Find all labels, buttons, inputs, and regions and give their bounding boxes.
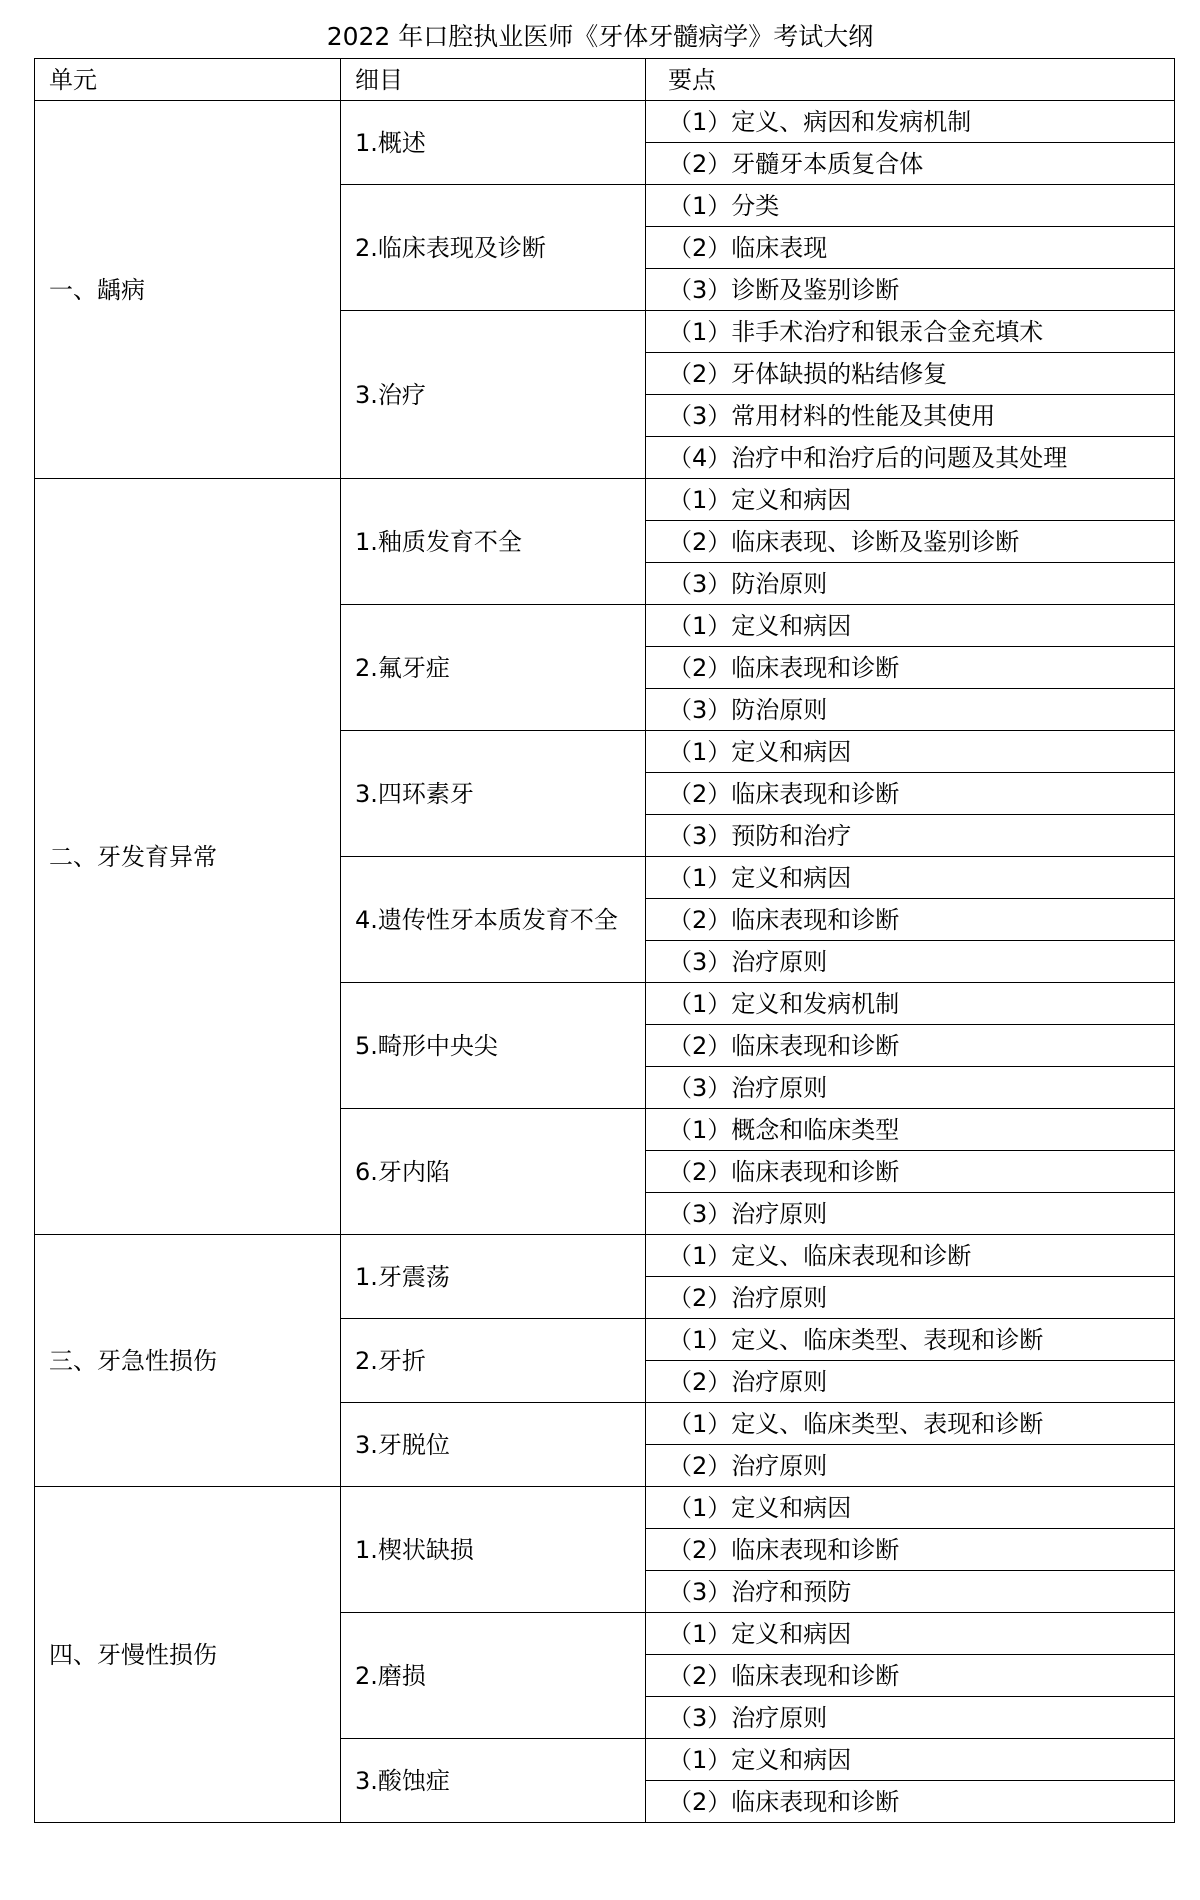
header-unit: 单元 <box>35 59 341 101</box>
point-cell: （2）牙体缺损的粘结修复 <box>646 353 1175 395</box>
table-header-row <box>35 59 1175 101</box>
point-cell: （1）定义和病因 <box>646 1739 1175 1781</box>
item-cell: 2.磨损 <box>341 1613 646 1739</box>
item-cell: 3.酸蚀症 <box>341 1739 646 1823</box>
point-cell: （2）临床表现和诊断 <box>646 1025 1175 1067</box>
header-point: 要点 <box>646 59 1175 101</box>
point-cell: （3）治疗原则 <box>646 941 1175 983</box>
item-cell: 1.概述 <box>341 101 646 185</box>
point-cell: （2）临床表现和诊断 <box>646 1781 1175 1823</box>
point-cell: （1）定义、临床类型、表现和诊断 <box>646 1319 1175 1361</box>
table-row <box>35 1487 1175 1529</box>
point-cell: （3）防治原则 <box>646 563 1175 605</box>
item-cell: 3.治疗 <box>341 311 646 479</box>
item-cell: 2.临床表现及诊断 <box>341 185 646 311</box>
point-cell: （2）临床表现和诊断 <box>646 899 1175 941</box>
point-cell: （1）定义和病因 <box>646 479 1175 521</box>
point-cell: （1）概念和临床类型 <box>646 1109 1175 1151</box>
point-cell: （2）临床表现和诊断 <box>646 1529 1175 1571</box>
point-cell: （1）非手术治疗和银汞合金充填术 <box>646 311 1175 353</box>
item-cell: 4.遗传性牙本质发育不全 <box>341 857 646 983</box>
point-cell: （2）治疗原则 <box>646 1361 1175 1403</box>
point-cell: （2）治疗原则 <box>646 1277 1175 1319</box>
document-title: 2022 年口腔执业医师《牙体牙髓病学》考试大纲 <box>326 22 874 51</box>
point-cell: （1）定义和病因 <box>646 731 1175 773</box>
unit-cell: 二、牙发育异常 <box>35 479 341 1235</box>
item-cell: 1.釉质发育不全 <box>341 479 646 605</box>
point-cell: （3）治疗原则 <box>646 1067 1175 1109</box>
point-cell: （2）牙髓牙本质复合体 <box>646 143 1175 185</box>
point-cell: （3）防治原则 <box>646 689 1175 731</box>
header-item: 细目 <box>341 59 646 101</box>
point-cell: （3）预防和治疗 <box>646 815 1175 857</box>
item-cell: 1.牙震荡 <box>341 1235 646 1319</box>
point-cell: （2）临床表现和诊断 <box>646 1151 1175 1193</box>
unit-cell: 三、牙急性损伤 <box>35 1235 341 1487</box>
point-cell: （1）定义、临床表现和诊断 <box>646 1235 1175 1277</box>
point-cell: （3）治疗原则 <box>646 1193 1175 1235</box>
point-cell: （3）治疗原则 <box>646 1697 1175 1739</box>
point-cell: （3）诊断及鉴别诊断 <box>646 269 1175 311</box>
point-cell: （1）定义和发病机制 <box>646 983 1175 1025</box>
item-cell: 5.畸形中央尖 <box>341 983 646 1109</box>
point-cell: （2）临床表现 <box>646 227 1175 269</box>
point-cell: （1）定义和病因 <box>646 857 1175 899</box>
item-cell: 3.牙脱位 <box>341 1403 646 1487</box>
table-row <box>35 479 1175 521</box>
point-cell: （1）定义、临床类型、表现和诊断 <box>646 1403 1175 1445</box>
table-row <box>35 1235 1175 1277</box>
point-cell: （3）常用材料的性能及其使用 <box>646 395 1175 437</box>
point-cell: （1）定义和病因 <box>646 605 1175 647</box>
point-cell: （1）定义和病因 <box>646 1613 1175 1655</box>
point-cell: （4）治疗中和治疗后的问题及其处理 <box>646 437 1175 479</box>
unit-cell: 一、龋病 <box>35 101 341 479</box>
point-cell: （1）分类 <box>646 185 1175 227</box>
point-cell: （2）临床表现、诊断及鉴别诊断 <box>646 521 1175 563</box>
item-cell: 2.氟牙症 <box>341 605 646 731</box>
point-cell: （2）临床表现和诊断 <box>646 773 1175 815</box>
point-cell: （2）治疗原则 <box>646 1445 1175 1487</box>
item-cell: 6.牙内陷 <box>341 1109 646 1235</box>
point-cell: （3）治疗和预防 <box>646 1571 1175 1613</box>
point-cell: （1）定义和病因 <box>646 1487 1175 1529</box>
table-row <box>35 101 1175 143</box>
unit-cell: 四、牙慢性损伤 <box>35 1487 341 1823</box>
item-cell: 3.四环素牙 <box>341 731 646 857</box>
item-cell: 1.楔状缺损 <box>341 1487 646 1613</box>
point-cell: （2）临床表现和诊断 <box>646 647 1175 689</box>
point-cell: （1）定义、病因和发病机制 <box>646 101 1175 143</box>
point-cell: （2）临床表现和诊断 <box>646 1655 1175 1697</box>
item-cell: 2.牙折 <box>341 1319 646 1403</box>
syllabus-table <box>34 58 1175 1823</box>
